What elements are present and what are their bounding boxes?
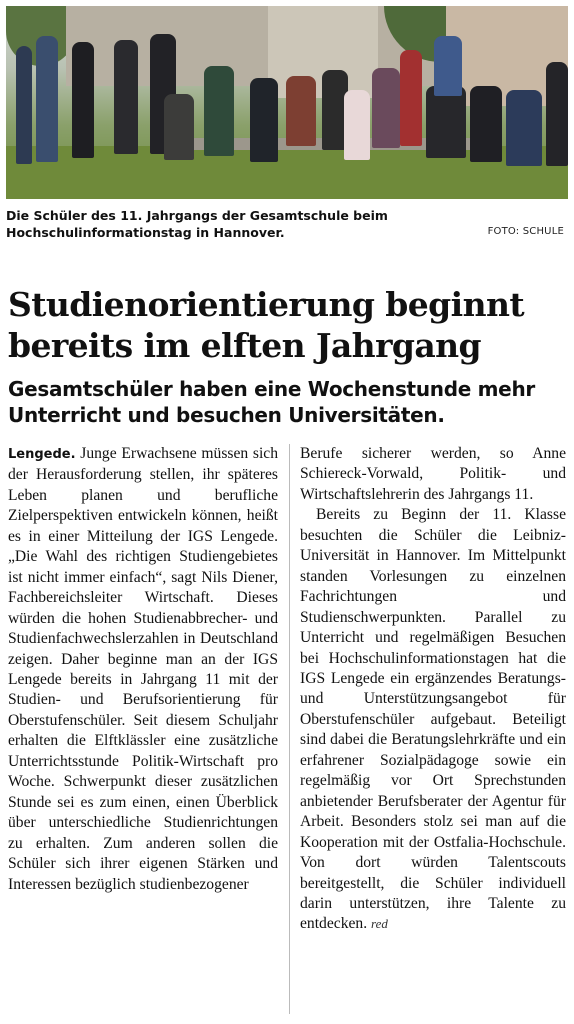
headline-line-1: Studienorientierung beginnt	[8, 285, 525, 324]
photo-person	[546, 62, 568, 166]
article-headline	[8, 284, 568, 366]
photo-person	[164, 94, 194, 160]
headline-line-2: bereits im elften Jahrgang	[8, 326, 481, 365]
right-paragraph-text: Bereits zu Beginn der 11. Klasse besuchten die Schüler die Leibniz-Universität in Hannover. Im Mittelpunkt standen Vorlesungen zu einzelnen Fachrichtungen und Studienschwerpunkten. Parallel zu Unterricht und regelmäßigen Besuchen bei Hochschulinformationstagen hat die IGS Lengede ein ergänzendes Beratungs- und Unterstützungsangebot für Oberstufenschüler aufgebaut. Beteiligt sind dabei die Beratungslehrkräfte und ein erfahrener Sozialpädagoge sowie ein regelmäßig vor Ort Sprechstunden anbietender Berufsberater der Agentur für Arbeit. Besonders stolz sei man auf die Kooperation mit der Ostfalia-Hochschule. Von dort würden Talentscouts bereitgestellt, die Schüler individuell darin unterstützen, ihre Talente zu entdecken.	[300, 506, 566, 933]
photo-person	[36, 36, 58, 162]
photo-person	[434, 36, 462, 96]
photo-person	[400, 50, 422, 146]
article-paragraph: Berufe sicherer werden, so Anne Schiereck-Vorwald, Politik- und Wirtschaftslehrerin des Jahrgangs 11.	[300, 445, 566, 503]
article-column-left	[8, 444, 278, 895]
photo-person	[372, 68, 400, 148]
left-paragraph-text: Junge Erwachsene müssen sich der Herausforderung stellen, ihr späteres Leben planen und berufliche Zielperspektiven entwickeln können, heißt es in einer Mitteilung der IGS Lengede. „Die Wahl des richtigen Studiengebietes ist nicht immer einfach“, sagt Nils Diener, Fachbereichsleiter Wirtschaft. Dieses würden die hohen Studienabbrecher- und Studienfachwechslerzahlen in Deutschland zeigen. Daher beginne man an der IGS Lengede bereits in Jahrgang 11 mit der Studien- und Berufsorientierung für Oberstufenschüler. Seit diesem Schuljahr erhalten die Elftklässler eine zusätzliche Unterrichtsstunde Politik-Wirtschaft pro Woche. Schwerpunkt dieser zusätzlichen Stunde sei es zum einen, einen Überblick über unterschiedliche Studienrichtungen zu erhalten. Zum anderen sollen die Schüler sich ihrer eigenen Stärken und Interessen bezüglich studienbezogener	[8, 445, 278, 893]
photo-person	[286, 76, 316, 146]
subheadline-line-1: Gesamtschüler haben eine Wochenstunde mehr	[8, 377, 535, 401]
photo-person	[16, 46, 32, 164]
article-paragraph	[8, 444, 278, 895]
photo-person	[72, 42, 94, 158]
article-subheadline	[8, 376, 568, 428]
photo-person	[344, 90, 370, 160]
subheadline-line-2: Unterricht und besuchen Universitäten.	[8, 403, 445, 427]
photo-person	[250, 78, 278, 162]
group-photo	[6, 6, 568, 199]
photo-person	[426, 86, 466, 158]
photo-person	[204, 66, 234, 156]
photo-person	[470, 86, 502, 162]
photo-credit: FOTO: SCHULE	[487, 226, 564, 237]
photo-person	[506, 90, 542, 166]
author-signoff: red	[371, 916, 388, 932]
photo-caption: Die Schüler des 11. Jahrgangs der Gesamtschule beim Hochschulinformationstag in Hannover.	[6, 208, 388, 240]
article-paragraph	[300, 505, 566, 935]
dateline: Lengede.	[8, 447, 76, 462]
column-divider	[289, 444, 290, 1014]
article-column-right	[300, 444, 566, 935]
photo-person	[114, 40, 138, 154]
